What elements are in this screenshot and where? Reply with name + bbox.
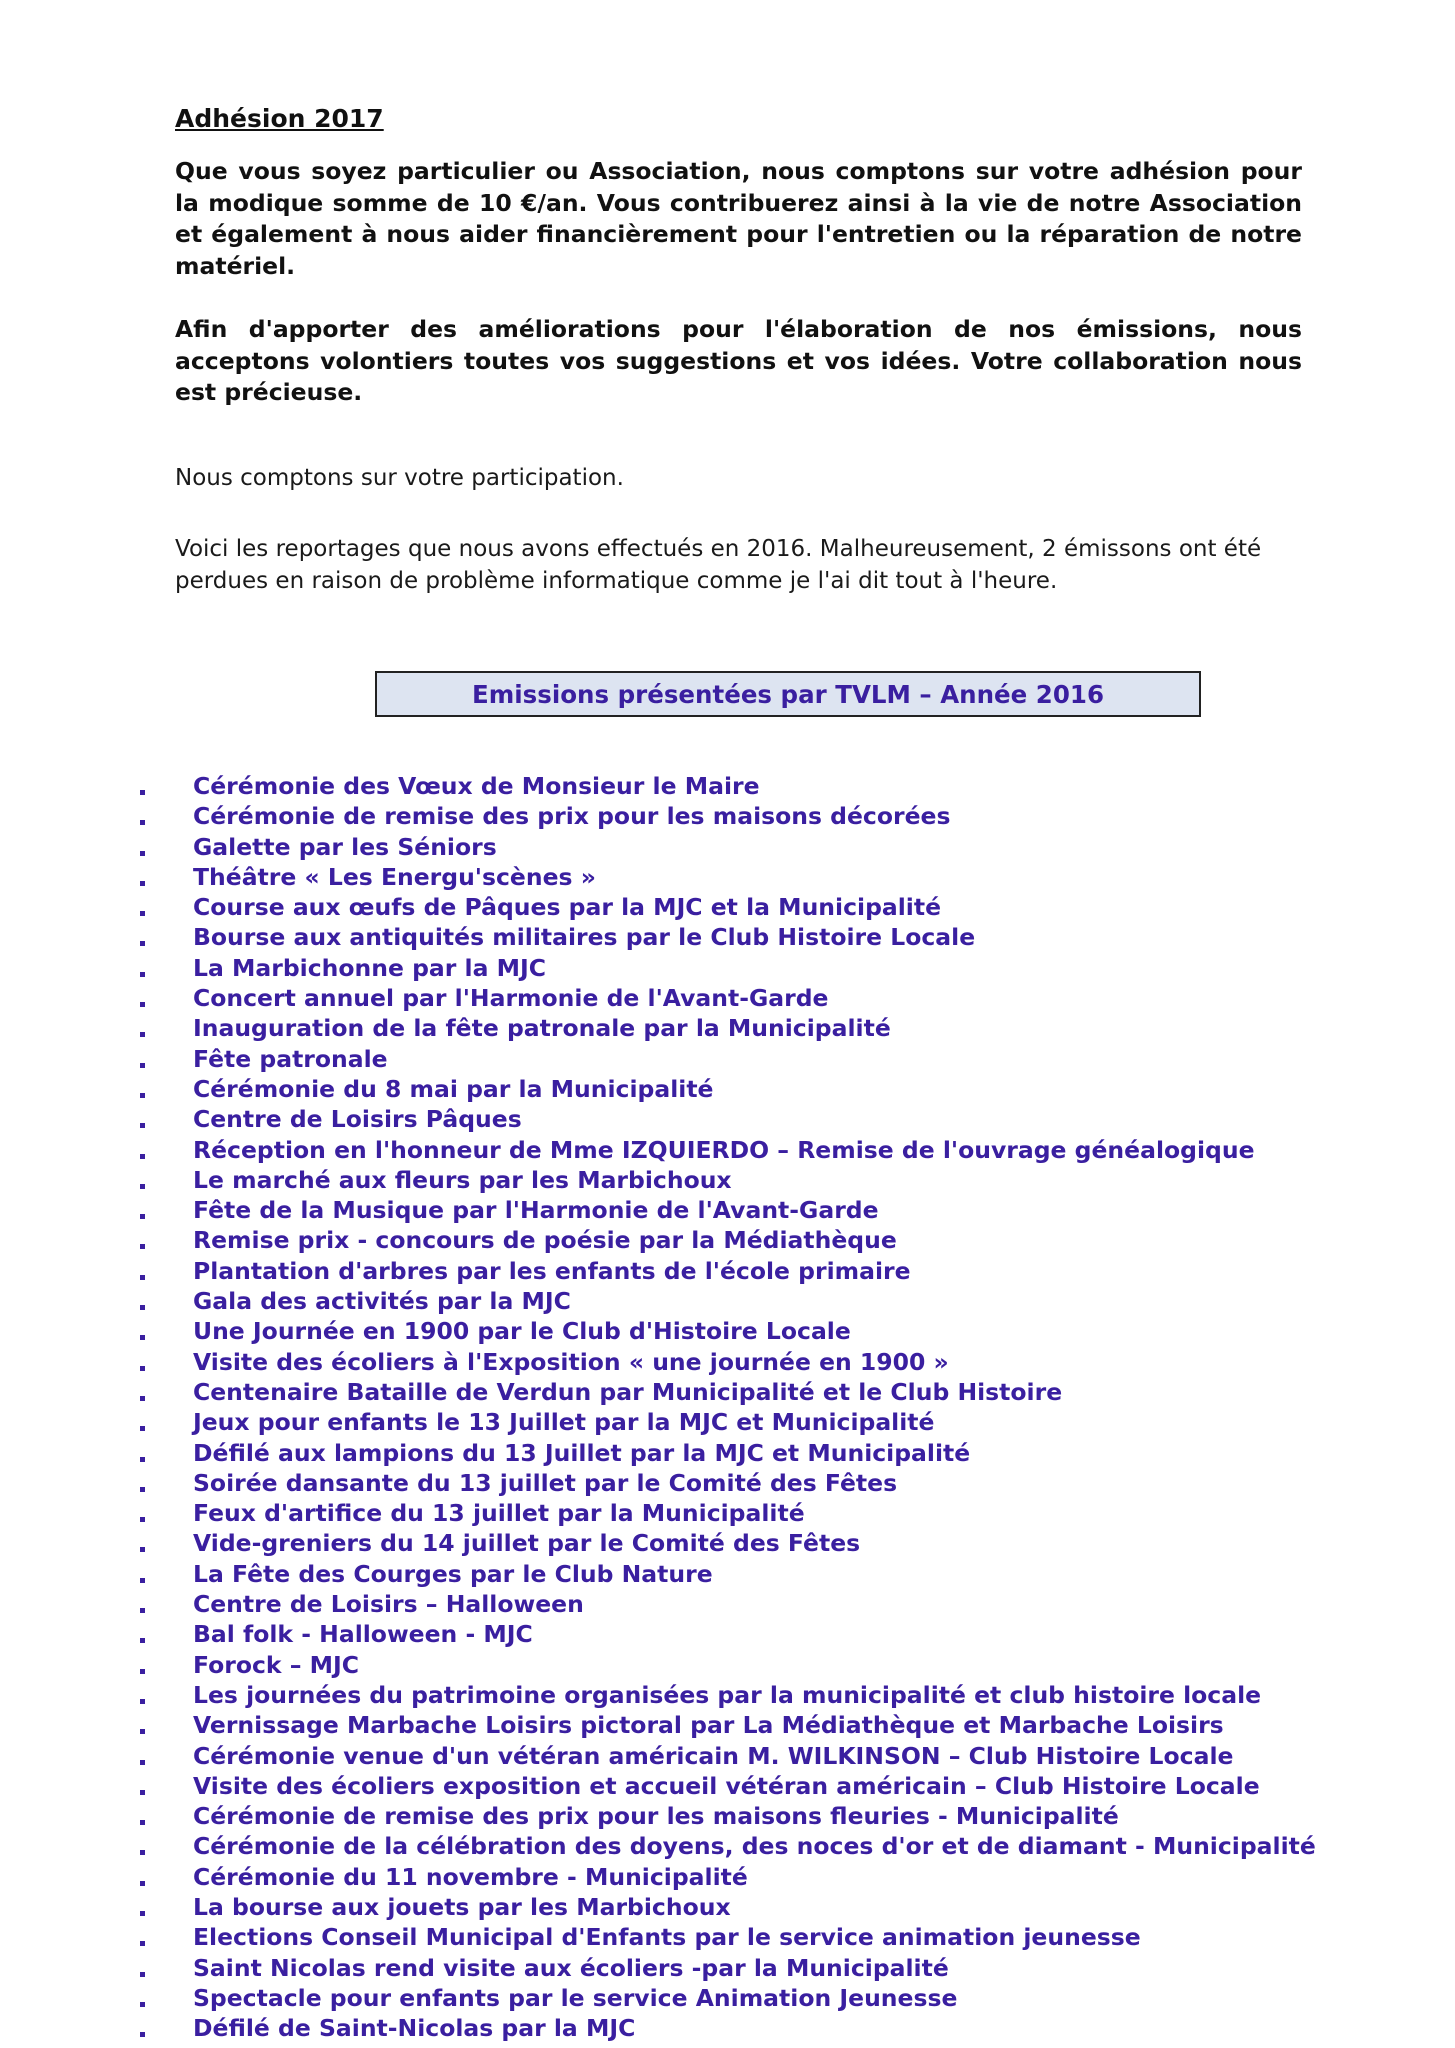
list-item-text: Soirée dansante du 13 juillet par le Comité des Fêtes [193,1468,898,1497]
list-item-text: Cérémonie de la célébration des doyens, des noces d'or et de diamant - Municipalité [193,1832,1316,1861]
list-item-text: Inauguration de la fête patronale par la Municipalité [193,1014,891,1043]
list-item-text: Centre de Loisirs – Halloween [193,1590,584,1619]
list-item [0,1225,1455,1255]
list-item [0,892,1455,922]
list-item-text: Remise prix - concours de poésie par la Médiathèque [193,1226,897,1255]
list-item-text: Forock – MJC [193,1650,360,1679]
bullet-icon [140,1972,145,1977]
list-item [0,1528,1455,1558]
list-item-text: Vernissage Marbache Loisirs pictoral par La Médiathèque et Marbache Loisirs [193,1711,1224,1740]
bullet-icon [140,1214,145,1219]
bullet-icon [140,1820,145,1825]
list-item-text: Cérémonie venue d'un vétéran américain M. WILKINSON – Club Histoire Locale [193,1741,1234,1770]
list-item-text: Les journées du patrimoine organisées par la municipalité et club histoire locale [193,1680,1262,1709]
list-item-text: Centre de Loisirs Pâques [193,1105,522,1134]
bullet-icon [140,1699,145,1704]
list-item [0,1771,1455,1801]
bullet-icon [140,1154,145,1159]
list-item-text: La Marbichonne par la MJC [193,953,547,982]
list-item-text: Feux d'artifice du 13 juillet par la Municipalité [193,1499,805,1528]
list-item-text: Course aux œufs de Pâques par la MJC et la Municipalité [193,893,942,922]
list-item [0,1165,1455,1195]
section-heading: Adhésion 2017 [175,104,384,133]
list-item [0,983,1455,1013]
list-item-text: Cérémonie du 11 novembre - Municipalité [193,1862,748,1891]
list-item-text: Saint Nicolas rend visite aux écoliers -par la Municipalité [193,1953,949,1982]
list-item [0,1377,1455,1407]
list-item-text: Réception en l'honneur de Mme IZQUIERDO – Remise de l'ouvrage généalogique [193,1135,1255,1164]
list-item [0,1953,1455,1983]
list-item [0,1347,1455,1377]
list-item [0,1650,1455,1680]
bullet-icon [140,2002,145,2007]
bullet-icon [140,1638,145,1643]
list-item-text: Fête de la Musique par l'Harmonie de l'Avant-Garde [193,1196,879,1225]
list-item [0,1922,1455,1952]
bullet-icon [140,1608,145,1613]
list-item [0,1498,1455,1528]
list-item [0,801,1455,831]
list-item-text: Fête patronale [193,1044,388,1073]
list-item [0,1104,1455,1134]
bullet-icon [140,911,145,916]
list-item [0,1831,1455,1861]
bullet-icon [140,1184,145,1189]
list-item-text: La bourse aux jouets par les Marbichoux [193,1892,731,1921]
list-item-text: Le marché aux fleurs par les Marbichoux [193,1165,732,1194]
bullet-icon [140,881,145,886]
bullet-icon [140,1032,145,1037]
bullet-icon [140,1002,145,1007]
list-item-text: Bourse aux antiquités militaires par le Club Histoire Locale [193,923,976,952]
list-item-text: Défilé de Saint-Nicolas par la MJC [193,2014,636,2043]
list-item-text: Cérémonie de remise des prix pour les maisons fleuries - Municipalité [193,1802,1119,1831]
bullet-icon [140,1305,145,1310]
list-item [0,1135,1455,1165]
list-item [0,2013,1455,2043]
bullet-icon [140,1244,145,1249]
list-item-text: Cérémonie des Vœux de Monsieur le Maire [193,772,760,800]
bullet-icon [140,1093,145,1098]
bullet-icon [140,1426,145,1431]
list-item [0,1801,1455,1831]
reports-paragraph: Voici les reportages que nous avons effectués en 2016. Malheureusement, 2 émissons ont été perdues en raison de problème informatique comme je l'ai dit tout à l'heure. [175,536,1262,594]
list-item [0,1983,1455,2013]
list-item [0,1862,1455,1892]
bullet-icon [140,1275,145,1280]
bullet-icon [140,851,145,856]
bullet-icon [140,820,145,825]
list-item [0,1438,1455,1468]
list-item-text: Théâtre « Les Energu'scènes » [193,862,596,891]
bullet-icon [140,1063,145,1068]
list-item [0,832,1455,862]
list-item [0,1559,1455,1589]
list-item-text: Bal folk - Halloween - MJC [193,1620,533,1649]
list-title-box: Emissions présentées par TVLM – Année 2016 [375,671,1201,717]
list-item [0,771,1455,801]
list-item [0,1892,1455,1922]
list-item [0,1286,1455,1316]
list-item [0,922,1455,952]
emission-list [0,771,1455,2043]
list-item-text: Centenaire Bataille de Verdun par Municipalité et le Club Histoire [193,1377,1063,1406]
bullet-icon [140,941,145,946]
bullet-icon [140,1366,145,1371]
list-item [0,1589,1455,1619]
bullet-icon [140,790,145,795]
list-item-text: Visite des écoliers exposition et accueil vétéran américain – Club Histoire Locale [193,1771,1260,1800]
suggestions-paragraph: Afin d'apporter des améliorations pour l'élaboration de nos émissions, nous acceptons volontiers toutes vos suggestions et vos idées. Votre collaboration nous est précieuse. [175,315,1302,406]
list-item-text: Cérémonie du 8 mai par la Municipalité [193,1074,714,1103]
bullet-icon [140,1941,145,1946]
bullet-icon [140,1850,145,1855]
participation-paragraph: Nous comptons sur votre participation. [175,465,624,491]
list-item-text: Défilé aux lampions du 13 Juillet par la MJC et Municipalité [193,1438,971,1467]
list-item [0,1680,1455,1710]
list-item [0,1195,1455,1225]
bullet-icon [140,1457,145,1462]
list-item-text: La Fête des Courges par le Club Nature [193,1559,713,1588]
bullet-icon [140,1760,145,1765]
list-item [0,1710,1455,1740]
list-item-text: Spectacle pour enfants par le service Animation Jeunesse [193,1983,958,2012]
list-item-text: Plantation d'arbres par les enfants de l'école primaire [193,1256,911,1285]
list-item [0,862,1455,892]
bullet-icon [140,1396,145,1401]
list-item-text: Elections Conseil Municipal d'Enfants par le service animation jeunesse [193,1923,1141,1952]
list-item [0,953,1455,983]
bullet-icon [140,1790,145,1795]
bullet-icon [140,972,145,977]
bullet-icon [140,1123,145,1128]
list-item-text: Concert annuel par l'Harmonie de l'Avant-Garde [193,984,829,1013]
list-item [0,1044,1455,1074]
bullet-icon [140,1487,145,1492]
list-item-text: Visite des écoliers à l'Exposition « une journée en 1900 » [193,1347,949,1376]
bullet-icon [140,1669,145,1674]
list-item-text: Une Journée en 1900 par le Club d'Histoire Locale [193,1317,851,1346]
list-item [0,1468,1455,1498]
bullet-icon [140,1335,145,1340]
bullet-icon [140,1547,145,1552]
list-item-text: Jeux pour enfants le 13 Juillet par la MJC et Municipalité [193,1408,935,1437]
list-item [0,1407,1455,1437]
bullet-icon [140,1881,145,1886]
bullet-icon [140,1517,145,1522]
list-item-text: Gala des activités par la MJC [193,1287,571,1316]
list-item [0,1074,1455,1104]
membership-paragraph: Que vous soyez particulier ou Association, nous comptons sur votre adhésion pour la modique somme de 10 €/an. Vous contribuerez ainsi à la vie de notre Association et également à nous aider financièrement pour l'entretien ou la réparation de notre matériel. [175,157,1302,280]
list-item-text: Vide-greniers du 14 juillet par le Comité des Fêtes [193,1529,861,1558]
bullet-icon [140,1911,145,1916]
list-item-text: Cérémonie de remise des prix pour les maisons décorées [193,802,951,831]
bullet-icon [140,1729,145,1734]
list-item-text: Galette par les Séniors [193,832,497,861]
list-item [0,1316,1455,1346]
list-item [0,1013,1455,1043]
list-item [0,1256,1455,1286]
list-item [0,1619,1455,1649]
bullet-icon [140,2032,145,2037]
bullet-icon [140,1578,145,1583]
list-item [0,1741,1455,1771]
